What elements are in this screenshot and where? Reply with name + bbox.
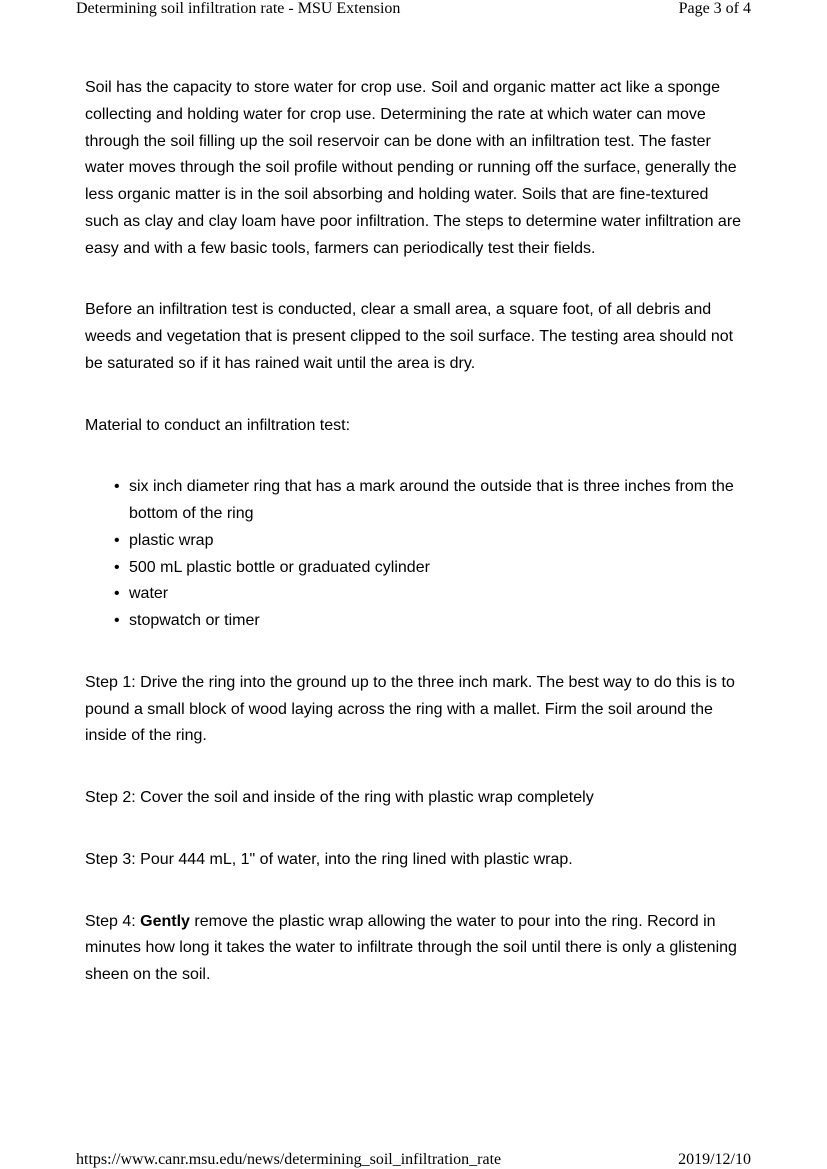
step-3-paragraph: Step 3: Pour 444 mL, 1" of water, into the ring lined with plastic wrap. <box>85 850 573 868</box>
list-item: • stopwatch or timer <box>85 608 745 635</box>
step-4-prefix: Step 4: <box>85 912 141 930</box>
step-4-paragraph <box>85 909 745 989</box>
page-footer-url: https://www.canr.msu.edu/news/determining_soil_infiltration_rate <box>76 1151 502 1168</box>
article-body <box>85 75 745 1024</box>
list-item: • plastic wrap <box>85 528 745 555</box>
materials-heading: Material to conduct an infiltration test: <box>85 416 351 434</box>
intro-paragraph: Soil has the capacity to store water for crop use. Soil and organic matter act like a sponge collecting and holding water for crop use. Determining the rate at which water can move through the soil filling up the soil reservoir can be done with an infiltration test. The faster water moves through the soil profile without pending or running off the surface, generally the less organic matter is in the soil absorbing and holding water. Soils that are fine-textured such as clay and clay loam have poor infiltration. The steps to determine water infiltration are easy and with a few basic tools, farmers can periodically test their fields. <box>85 79 742 257</box>
page-number: Page 3 of 4 <box>678 0 751 17</box>
step-1-paragraph: Step 1: Drive the ring into the ground up to the three inch mark. The best way to do this is to pound a small block of wood laying across the ring with a mallet. Firm the soil around the inside of the ring. <box>85 673 735 745</box>
list-item: • six inch diameter ring that has a mark around the outside that is three inches from the bottom of the ring <box>85 474 745 528</box>
page-header-title: Determining soil infiltration rate - MSU Extension <box>76 0 401 17</box>
page-footer-date: 2019/12/10 <box>678 1151 751 1168</box>
list-item: • water <box>85 581 745 608</box>
list-item: • 500 mL plastic bottle or graduated cylinder <box>85 555 745 582</box>
step-2-paragraph: Step 2: Cover the soil and inside of the ring with plastic wrap completely <box>85 789 594 806</box>
materials-list <box>85 474 745 635</box>
step-4-text: remove the plastic wrap allowing the water to pour into the ring. Record in minutes how long it takes the water to infiltrate through the soil until there is only a glistening sheen on the soil. <box>85 912 737 983</box>
step-4-emphasis: Gently <box>140 912 190 930</box>
prep-paragraph: Before an infiltration test is conducted, clear a small area, a square foot, of all debris and weeds and vegetation that is present clipped to the soil surface. The testing area should not be saturated so if it has rained wait until the area is dry. <box>85 301 734 372</box>
